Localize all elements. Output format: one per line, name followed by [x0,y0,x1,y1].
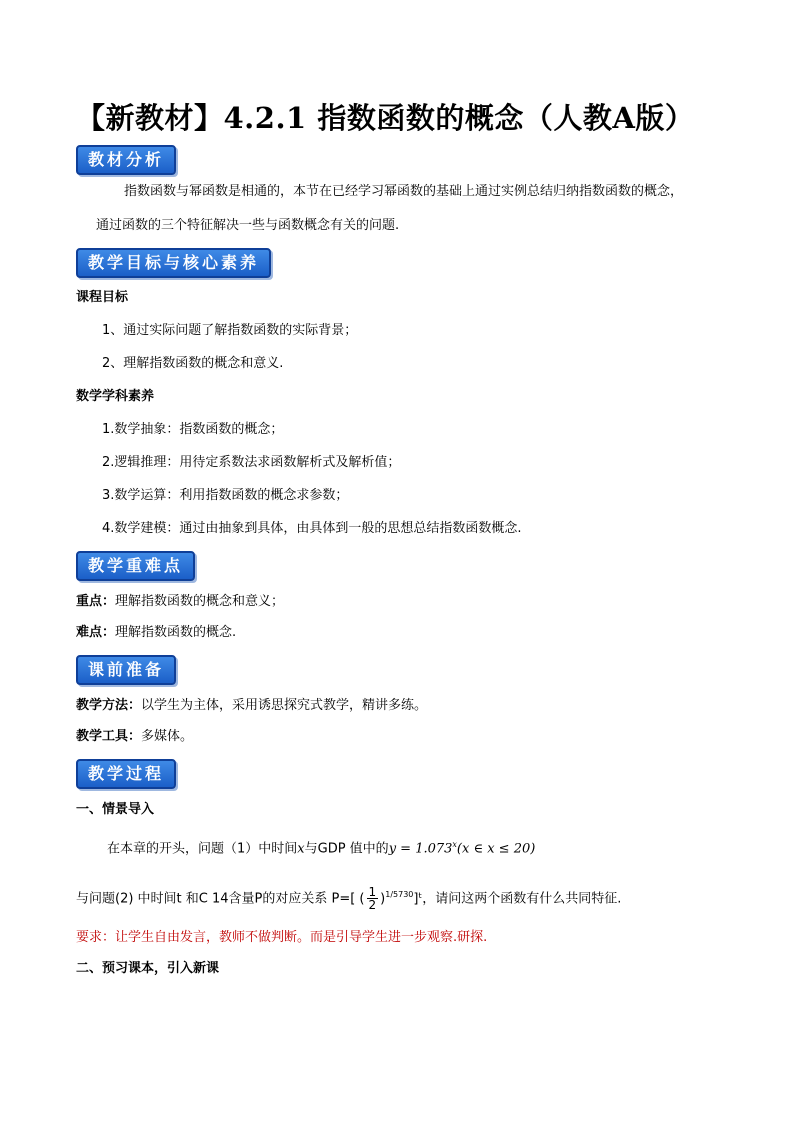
analysis-line-1: 指数函数与幂函数是相通的，本节在已经学习幂函数的基础上通过实例总结归纳指数函数的概念， [124,184,684,199]
teaching-method-label: 教学方法： [76,698,142,713]
fraction-denominator: 2 [368,898,377,913]
question-2-post: ]ᵗ，请问这两个函数有什么共同特征. [413,891,622,907]
section-analysis-tag: 教材分析 [76,145,176,175]
teaching-tool-label: 教学工具： [76,729,142,744]
teaching-method-line [76,697,427,715]
teaching-tool-text: 多媒体。 [141,729,194,744]
intro-line [107,836,535,858]
section-key-points-tag: 教学重难点 [76,551,195,581]
difficulty-line [76,624,236,642]
difficulty-label: 难点： [76,625,116,640]
section-prep-tag: 课前准备 [76,655,176,685]
literacy-item: 2.逻辑推理：用待定系数法求函数解析式及解析值； [102,455,401,470]
fraction-numerator: 1 [368,885,377,900]
teaching-tool-line [76,728,193,746]
key-point-line [76,593,284,611]
question-2-line [76,882,621,912]
question-2-pre: 与问题(2) 中时间t 和C 14含量P的对应关系 P=[ ( [76,891,365,907]
teaching-method-text: 以学生为主体，采用诱思探究式教学，精讲多练。 [141,698,428,713]
literacy-item: 4.数学建模：通过由抽象到具体，由具体到一般的思想总结指数函数概念. [102,521,522,536]
intro-mid-text: 与GDP 值中的 [304,841,389,857]
section-process-tag: 教学过程 [76,759,176,789]
step-2-heading: 二、预习课本，引入新课 [76,961,220,976]
question-2-exponent: 1/5730 [385,890,414,899]
analysis-line-2: 通过函数的三个特征解决一些与函数概念有关的问题. [96,218,400,233]
intro-variable-x: x [297,841,305,857]
requirement-note: 要求：让学生自由发言，教师不做判断。而是引导学生进一步观察.研探. [76,930,488,945]
step-1-heading: 一、情景导入 [76,802,155,817]
intro-formula: y = 1.073 [388,841,453,857]
difficulty-text: 理解指数函数的概念. [115,625,237,640]
course-goal-item: 2、理解指数函数的概念和意义. [102,356,284,371]
course-goal-item: 1、通过实际问题了解指数函数的实际背景； [102,323,358,338]
intro-domain: (x ∈ x ≤ 20) [456,841,536,857]
key-point-text: 理解指数函数的概念和意义； [115,594,285,609]
course-goals-heading: 课程目标 [76,290,129,305]
question-2-close-paren: ) [380,891,386,907]
page-title: 【新教材】4.2.1 指数函数的概念（人教A版） [76,101,695,135]
intro-pre-text: 在本章的开头，问题（1）中时间 [107,841,298,857]
literacy-item: 1.数学抽象：指数函数的概念； [102,422,284,437]
key-point-label: 重点： [76,594,116,609]
half-fraction [367,886,379,911]
section-goals-tag: 教学目标与核心素养 [76,248,271,278]
literacy-item: 3.数学运算：利用指数函数的概念求参数； [102,488,349,503]
literacy-heading: 数学学科素养 [76,389,155,404]
intro-exponent: x [452,840,457,849]
